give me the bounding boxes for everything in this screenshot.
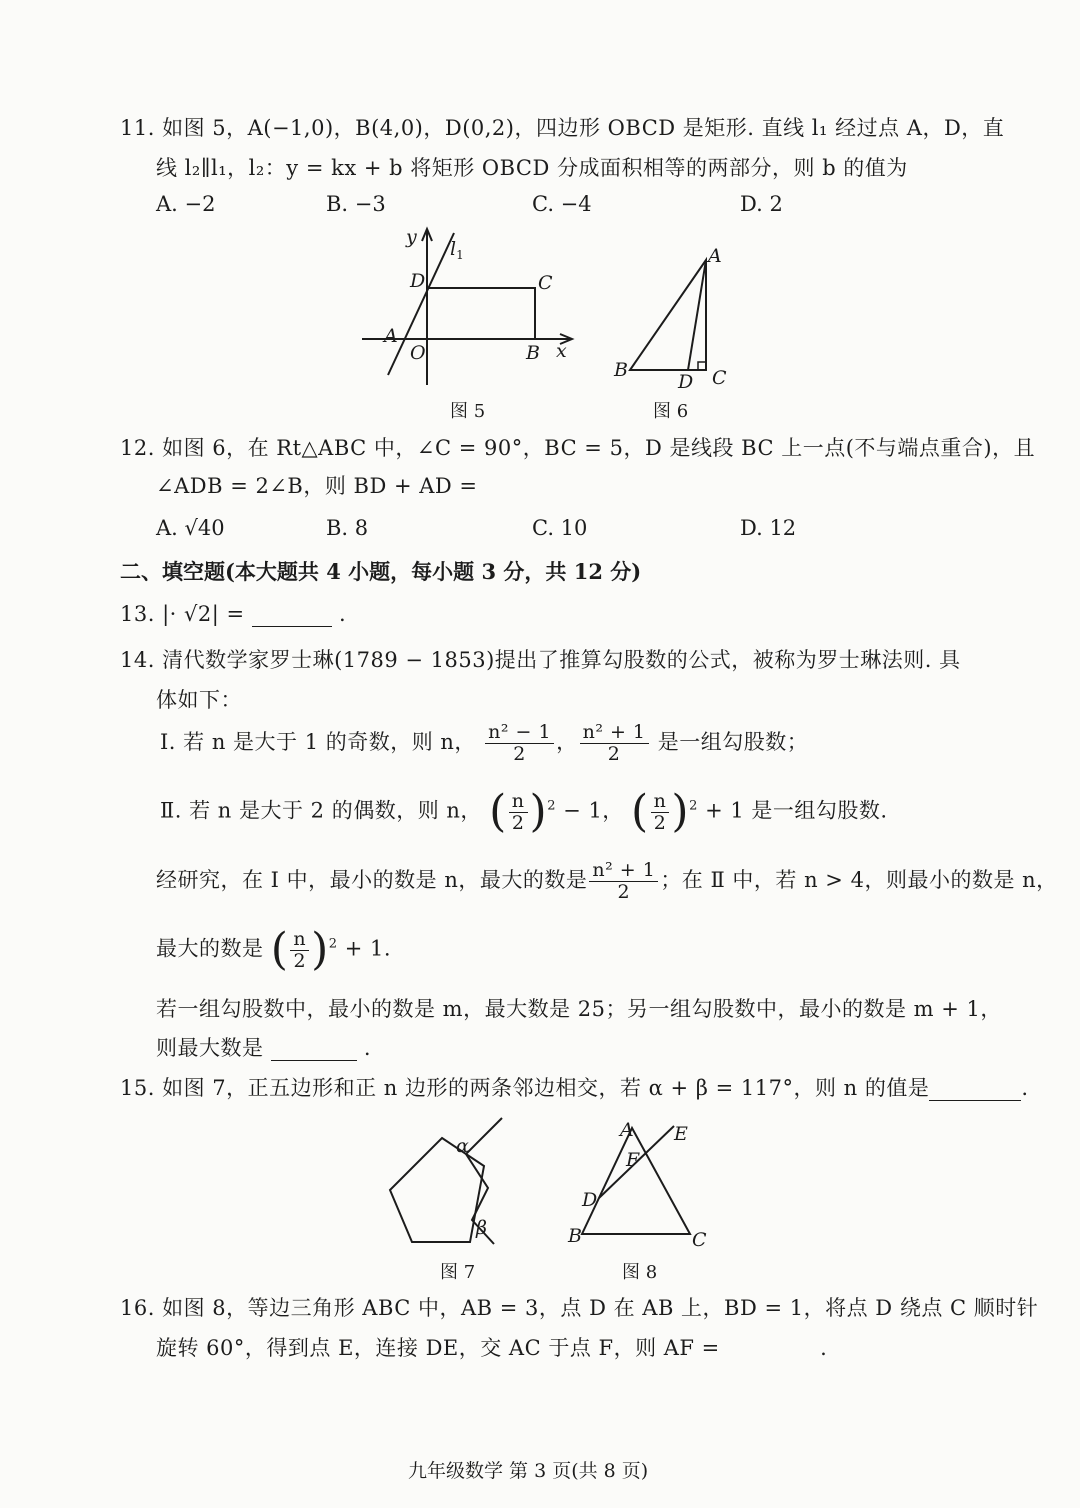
segment-ad (688, 260, 706, 370)
q14-last2-text: 则最大数是 (156, 1036, 264, 1060)
q14-last1: 若一组勾股数中，最小的数是 m，最大数是 25；另一组勾股数中，最小的数是 m + 1， (156, 997, 1002, 1021)
fig8-label-d: D (582, 1189, 598, 1211)
fig6-label-c: C (712, 367, 727, 389)
q11-option-a: A. −2 (156, 192, 216, 216)
q14-study2: 最大的数是 ( $\frac{n}{2}$ )$^2$ + 1. (156, 924, 392, 975)
q16-line2-text: 旋转 60°，得到点 E，连接 DE，交 AC 于点 F，则 AF = (156, 1336, 720, 1360)
q12-line1: 12. 如图 6，在 Rt△ABC 中，∠C = 90°，BC = 5，D 是线段 BC 上一点(不与端点重合)，且 (120, 436, 1036, 460)
fig5-label-b: B (526, 342, 540, 364)
page-footer: 九年级数学 第 3 页(共 8 页) (408, 1460, 649, 1482)
fig5-label-y: y (406, 226, 417, 248)
q12-line2: ∠ADB = 2∠B，则 BD + AD = (156, 474, 478, 498)
q15-end: . (1021, 1076, 1029, 1100)
q14-rule1-pre: Ⅰ. 若 n 是大于 1 的奇数，则 n， (160, 729, 476, 754)
q14-rule2: Ⅱ. 若 n 是大于 2 的偶数，则 n， ( $\frac{n}{2}$ )$^2$ − 1， ( $\frac{n}{2}$ )$^2$ + 1 是一组勾股数. (160, 786, 888, 837)
q16-answer-blank[interactable] (727, 1336, 813, 1360)
q14-study2-pre: 最大的数是 (156, 936, 264, 961)
fig7-label-alpha: α (456, 1135, 469, 1157)
fig5-label-d: D (410, 270, 426, 292)
q14-last2-end: . (363, 1036, 372, 1060)
q14-rule1: Ⅰ. 若 n 是大于 1 的奇数，则 n， $\frac{\text{n² − 1}}{2}$ ， $\frac{\text{n² + 1}}{2}$ 是一组勾股数； (160, 721, 809, 765)
q14-study1 (156, 860, 1058, 903)
fig8-label-b: B (568, 1225, 582, 1247)
q14-study2-post: + 1. (344, 936, 392, 961)
figure-6 (608, 240, 738, 390)
q13-end: . (338, 602, 347, 626)
triangle-abc (630, 260, 706, 370)
q14-rule1-frac2: $\frac{\text{n² + 1}}{2}$ (580, 722, 649, 765)
figure-7 (384, 1112, 524, 1252)
right-angle-mark (698, 362, 706, 370)
fig7-label-beta: β (476, 1217, 487, 1239)
q13 (120, 602, 346, 627)
q14-rule2-mid1: − 1， (563, 798, 624, 823)
q13-answer-blank[interactable] (252, 602, 332, 627)
q14-study-post: ；在 Ⅱ 中，若 n > 4，则最小的数是 n， (660, 867, 1058, 892)
q12-option-a: A. √40 (156, 516, 225, 540)
q14-answer-blank[interactable] (271, 1036, 357, 1061)
q11-line1: 11. 如图 5，A(−1,0)，B(4,0)，D(0,2)，四边形 OBCD 是矩形. 直线 l₁ 经过点 A，D，直 (120, 116, 1005, 140)
fig6-caption: 图 6 (653, 401, 689, 422)
fig5-label-o: O (410, 342, 426, 364)
q14-rule1-frac1: $\frac{\text{n² − 1}}{2}$ (485, 722, 554, 765)
fig8-label-c: C (692, 1229, 707, 1251)
fig5-caption: 图 5 (450, 401, 486, 422)
fig8-label-e: E (674, 1123, 688, 1145)
q16-line1: 16. 如图 8，等边三角形 ABC 中，AB = 3，点 D 在 AB 上，BD = 1，将点 D 绕点 C 顺时针 (120, 1296, 1039, 1320)
q14-study-frac: $\frac{\text{n² + 1}}{2}$ (589, 860, 658, 903)
q13-text: 13. |· √2| = (120, 602, 245, 626)
fig5-label-a: A (384, 325, 398, 347)
fig5-label-l1: $l_1$ (450, 238, 464, 262)
q11-line2: 线 l₂∥l₁，l₂：y = kx + b 将矩形 OBCD 分成面积相等的两部分，则 b 的值为 (156, 156, 908, 180)
fig8-label-f: F (626, 1149, 640, 1171)
fig8-caption: 图 8 (622, 1262, 658, 1283)
q14-rule2-pre: Ⅱ. 若 n 是大于 2 的偶数，则 n， (160, 798, 482, 823)
fig5-label-x: x (556, 340, 567, 362)
q14-line1: 14. 清代数学家罗士琳(1789 − 1853)提出了推算勾股数的公式，被称为罗士琳法则. 具 (120, 648, 961, 672)
fig8-label-a: A (620, 1119, 634, 1141)
fig7-caption: 图 7 (440, 1262, 476, 1283)
q12-option-d: D. 12 (740, 516, 797, 540)
fig6-label-a: A (708, 245, 722, 267)
figure-5 (358, 225, 588, 395)
regular-pentagon (390, 1138, 484, 1242)
fig6-label-d: D (678, 371, 694, 390)
q14-study-pre: 经研究，在 Ⅰ 中，最小的数是 n，最大的数是 (156, 867, 588, 892)
q12-option-b: B. 8 (326, 516, 369, 540)
q15-answer-blank[interactable] (929, 1076, 1021, 1101)
q12-option-c: C. 10 (532, 516, 588, 540)
q14-last2 (156, 1032, 371, 1062)
figure-8 (560, 1112, 710, 1252)
q14-rule1-post: 是一组勾股数； (657, 729, 809, 754)
q14-rule2-mid2: + 1 是一组勾股数. (705, 798, 888, 823)
fig6-label-b: B (614, 359, 628, 381)
q15 (120, 1072, 1029, 1102)
q15-text: 15. 如图 7，正五边形和正 n 边形的两条邻边相交，若 α + β = 117°，则 n 的值是 (120, 1076, 930, 1100)
q11-option-d: D. 2 (740, 192, 783, 216)
q11-option-b: B. −3 (326, 192, 386, 216)
section-2-heading: 二、填空题(本大题共 4 小题，每小题 3 分，共 12 分) (120, 559, 642, 584)
fig5-label-c: C (538, 272, 553, 294)
q16-end: . (820, 1336, 828, 1360)
q16-line2 (156, 1332, 827, 1362)
rectangle-obcd (427, 288, 535, 339)
q11-option-c: C. −4 (532, 192, 592, 216)
q14-line2: 体如下： (156, 688, 242, 712)
